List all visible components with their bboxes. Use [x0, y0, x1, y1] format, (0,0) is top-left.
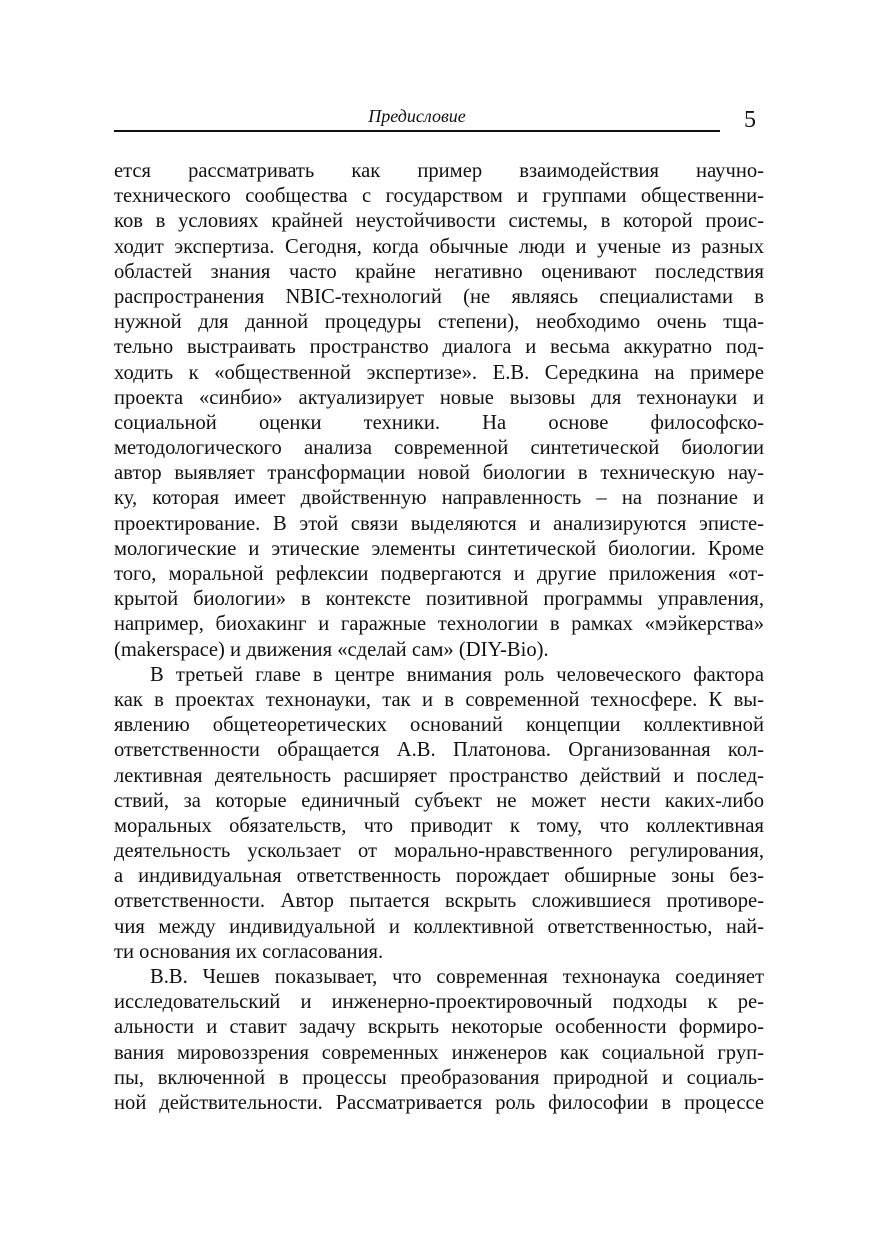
text-line: а индивидуальная ответственность порождает обширные зоны без-	[114, 865, 764, 888]
text-line: автор выявляет трансформации новой биологии в техническую нау-	[114, 462, 764, 485]
paragraph-1	[114, 159, 764, 663]
text-line: как в проектах технонауки, так и в современной техносфере. К вы-	[114, 688, 764, 711]
text-line: исследовательский и инженерно-проектировочный подходы к ре-	[114, 991, 764, 1014]
text-line: того, моральной рефлексии подвергаются и другие приложения «от-	[114, 563, 764, 585]
text-line: ков в условиях крайней неустойчивости системы, в которой проис-	[114, 210, 764, 233]
text-line: В.В. Чешев показывает, что современная технонаука соединяет	[150, 966, 764, 988]
text-line: моральных обязательств, что приводит к тому, что коллективная	[114, 814, 764, 837]
text-line: мологические и этические элементы синтетической биологии. Кроме	[114, 537, 764, 560]
text-line: например, биохакинг и гаражные технологии в рамках «мэйкерства»	[114, 613, 764, 636]
text-line: ходить к «общественной экспертизе». Е.В. Середкина на примере	[114, 361, 764, 384]
running-header	[114, 104, 720, 132]
text-line: В третьей главе в центре внимания роль человеческого фактора	[150, 663, 764, 686]
text-line: нужной для данной процедуры степени), необходимо очень тща-	[114, 311, 764, 334]
text-line: явлению общетеоретических оснований концепции коллективной	[114, 714, 764, 737]
paragraph-3	[114, 965, 764, 1116]
text-line: ходит экспертиза. Сегодня, когда обычные люди и ученые из разных	[114, 235, 764, 258]
text-line: вания мировоззрения современных инженеров как социальной груп-	[114, 1041, 764, 1064]
text-line: деятельность ускользает от морально-нравственного регулирования,	[114, 840, 764, 863]
text-line: ной действительности. Рассматривается роль философии в процессе	[114, 1091, 764, 1114]
page-number: 5	[744, 107, 756, 133]
text-line: чия между индивидуальной и коллективной ответственностью, най-	[114, 915, 764, 938]
text-line: лективная деятельность расширяет пространство действий и послед-	[114, 764, 764, 787]
text-line: областей знания часто крайне негативно оценивают последствия	[114, 260, 764, 283]
running-title: Предисловие	[368, 106, 466, 126]
text-line: проектирование. В этой связи выделяются и анализируются эписте-	[114, 512, 764, 535]
text-line: ствий, за которые единичный субъект не может нести каких-либо	[114, 789, 764, 812]
text-line: ответственности. Автор пытается вскрыть сложившиеся противоре-	[114, 890, 764, 913]
text-line: ответственности обращается А.В. Платонова. Организованная кол-	[114, 739, 764, 762]
text-line: пы, включенной в процессы преобразования природной и социаль-	[114, 1066, 764, 1089]
text-line: (makerspace) и движения «сделай сам» (DIY-Bio).	[114, 638, 549, 661]
text-line: альности и ставит задачу вскрыть некоторые особенности формиро-	[114, 1016, 764, 1039]
paragraph-2	[114, 663, 764, 965]
text-line: крытой биологии» в контексте позитивной программы управления,	[114, 588, 764, 611]
text-line: технического сообщества с государством и группами общественни-	[114, 185, 764, 208]
text-line: ется рассматривать как пример взаимодействия научно-	[114, 160, 764, 182]
text-line: проекта «синбио» актуализирует новые вызовы для технонауки и	[114, 386, 764, 409]
text-line: распространения NBIC-технологий (не являясь специалистами в	[114, 285, 764, 308]
text-line: ку, которая имеет двойственную направленность – на познание и	[114, 487, 764, 510]
body-text	[114, 159, 764, 1116]
text-line: методологического анализа современной синтетической биологии	[114, 437, 764, 460]
text-line: тельно выстраивать пространство диалога и весьма аккуратно под-	[114, 336, 764, 359]
text-line: ти основания их согласования.	[114, 940, 384, 963]
text-line: социальной оценки техники. На основе философско-	[114, 411, 764, 434]
